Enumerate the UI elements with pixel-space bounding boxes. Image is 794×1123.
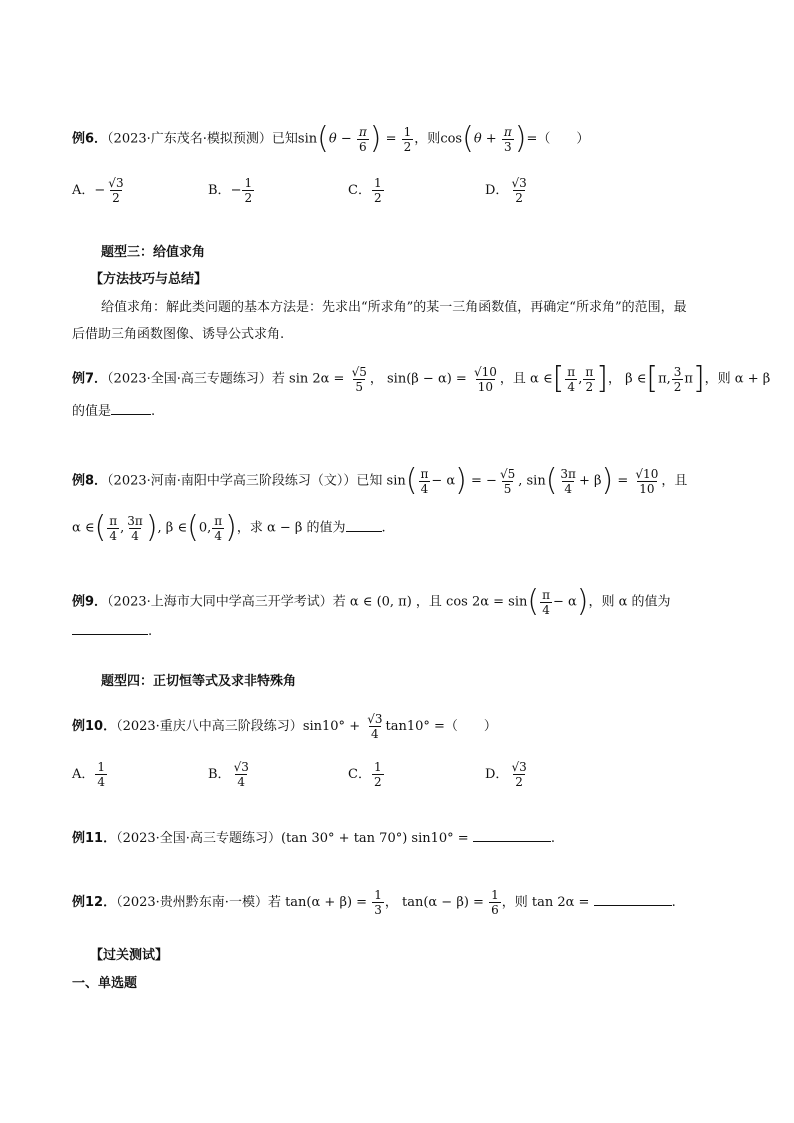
fraction: $\frac{\pi}{6}$	[358, 124, 367, 154]
example-11: 例11．（2023·全国·高三专题练习）(tan 30° + tan 70°) sin10° = .	[72, 831, 555, 846]
section-heading-type3: 题型三：给值求角	[101, 245, 206, 260]
method-text-line1: 给值求角：解此类问题的基本方法是：先求出“所求角”的某一三角函数值，再确定“所求角”的范围，最	[101, 300, 687, 315]
option-c[interactable]: C． $\frac{1}{2}$	[348, 176, 382, 205]
fraction: $\frac{1}{2}$	[403, 124, 412, 154]
example-12: 例12．（2023·贵州黔东南·一模）若 tan(α + β) = $\frac{1}{3}$ ， tan(α − β) = $\frac{1}{6}$ ，则 tan 2α = .	[72, 888, 676, 917]
example-8-line2: α ∈( $\frac{\pi}{4}$ , $\frac{3\pi}{4}$ ), β ∈(0, $\frac{\pi}{4}$ )，求 α − β 的值为 .	[72, 510, 386, 545]
option-d[interactable]: D． $\frac{√3}{2}$	[485, 760, 527, 789]
fraction: $\frac{\pi}{3}$	[503, 124, 512, 154]
example-7-line2: 的值是 .	[72, 404, 156, 419]
section-heading-type4: 题型四：正切恒等式及求非特殊角	[101, 674, 297, 689]
test-heading: 【过关测试】	[90, 948, 169, 963]
option-b[interactable]: B． $\frac{√3}{4}$	[208, 760, 249, 789]
answer-blank[interactable]	[346, 519, 382, 532]
option-a[interactable]: A． $\frac{1}{4}$	[72, 760, 106, 789]
example-9: 例9．（2023·上海市大同中学高三开学考试）若 α ∈ (0, π) ，且 cos 2α = sin( $\frac{\pi}{4}$ − α)，则 α 的值为	[72, 584, 671, 619]
example-10: 例10．（2023·重庆八中高三阶段练习）sin10° + $\frac{√3}{4}$ tan10° =（ ）	[72, 712, 497, 741]
example-source: （2023·广东茂名·模拟预测）	[107, 131, 272, 147]
example-9-line2: .	[72, 622, 152, 640]
method-text-line2: 后借助三角函数图像、诱导公式求角.	[72, 327, 285, 342]
option-a[interactable]: A．− $\frac{√3}{2}$	[72, 176, 124, 205]
example-label: 例6．	[72, 131, 108, 147]
answer-blank[interactable]	[111, 402, 151, 415]
method-heading: 【方法技巧与总结】	[90, 272, 208, 287]
answer-blank[interactable]	[473, 829, 551, 842]
option-c[interactable]: C． $\frac{1}{2}$	[348, 760, 382, 789]
example-8: 例8．（2023·河南·南阳中学高三阶段练习（文））已知 sin( $\frac{\pi}{4}$ − α) = − $\frac{√5}{5}$ , sin( $\frac{3\pi}{4}$ + β) = $\frac{√10}{10}$ ，且	[72, 463, 688, 498]
answer-blank[interactable]	[594, 893, 672, 906]
option-d[interactable]: D． $\frac{√3}{2}$	[485, 176, 527, 205]
example-7: 例7．（2023·全国·高三专题练习）若 sin 2α = $\frac{√5}{5}$ ， sin(β − α) = $\frac{√10}{10}$ ，且 α ∈[ $\frac{\pi}{4}$ , $\frac{\pi}{2}$ ]， β ∈[π, $\frac{3}{2}$ π]，则 α + β	[72, 361, 771, 396]
answer-blank[interactable]	[72, 622, 148, 635]
option-b[interactable]: B．− $\frac{1}{2}$	[208, 176, 253, 205]
example-6: 例6．（2023·广东茂名·模拟预测）已知sin(θ − $\frac{\pi}{6}$ ) = $\frac{1}{2}$ ，则cos(θ + $\frac{\pi}{3}$ )=（ ）	[72, 121, 590, 156]
single-choice-heading: 一、单选题	[72, 976, 138, 991]
